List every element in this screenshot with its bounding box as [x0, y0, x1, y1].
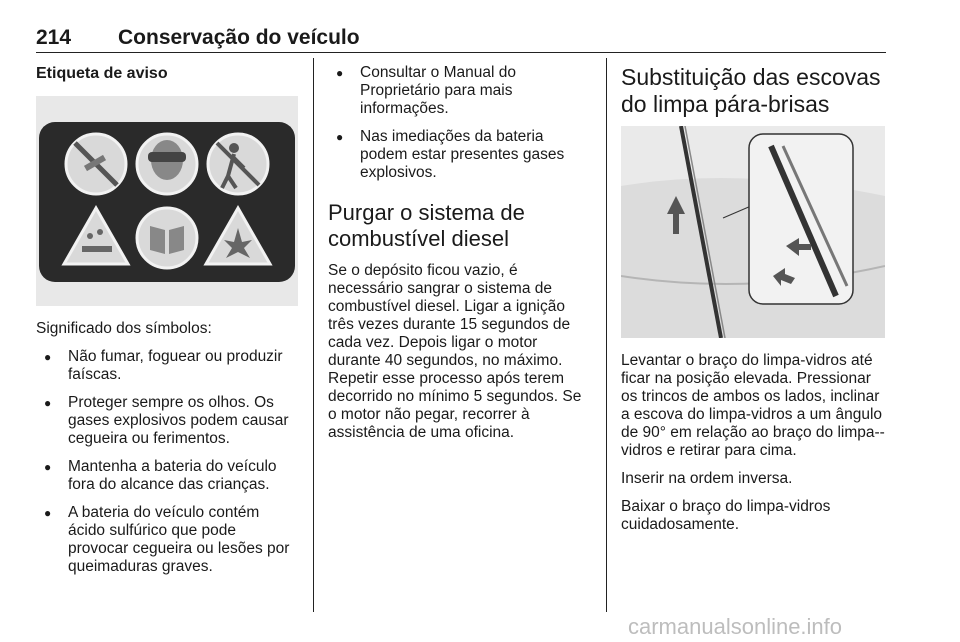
symbols-list	[36, 348, 298, 576]
keep-children-away-icon	[208, 134, 268, 194]
diesel-paragraph: Se o depósito ficou vazio, é necessário sangrar o sistema de combustível diesel. Ligar a ignição três vezes durante 15 segundos de cada vez. Depois ligar o motor durante 40 segundos, no máximo. Repetir esse processo após terem decorrido no mínimo 5 segundos. Se o motor não pegar, recorrer à assistência de uma oficina.	[328, 262, 582, 441]
column-divider-right	[606, 58, 607, 612]
read-manual-icon	[137, 208, 197, 268]
page-number: 214	[36, 26, 72, 49]
section-heading-diesel: Purgar o sistema de combustível diesel	[328, 200, 525, 251]
column-warning-label	[36, 64, 298, 586]
eye-protection-icon	[137, 134, 197, 194]
column-divider-left	[313, 58, 314, 612]
list-item: ● Consultar o Manual do Proprietário para mais informações.	[328, 64, 592, 118]
page-title: Conservação do veículo	[118, 26, 360, 49]
wiper-replacement-illustration	[621, 126, 885, 338]
symbols-intro: Significado dos símbolos:	[36, 320, 212, 337]
symbols-list-continued	[328, 64, 592, 182]
section-heading-wiper: Substituição das escovas do limpa pára-brisas	[621, 64, 881, 117]
column-diesel	[328, 64, 592, 452]
list-item: ● Nas imediações da bateria podem estar presentes gases explosivos.	[328, 128, 592, 182]
page-header	[36, 26, 886, 53]
list-item: ● A bateria do veículo contém ácido sulfúrico que pode provocar cegueira ou lesões por queimaduras graves.	[36, 504, 298, 576]
list-item: ● Mantenha a bateria do veículo fora do alcance das crianças.	[36, 458, 298, 494]
wiper-paragraph-2: Inserir na ordem inversa.	[621, 470, 793, 487]
wiper-paragraph-1: Levantar o braço do limpa-vidros até ficar na posição elevada. Pressionar os trincos de ambos os lados, inclinar a escova do limpa-vidros a um ângulo de 90° em relação ao braço do limpa--vidros e retirar para cima.	[621, 352, 885, 459]
warning-label-figure	[36, 96, 298, 306]
list-item: ● Proteger sempre os olhos. Os gases explosivos podem causar cegueira ou ferimentos.	[36, 394, 298, 448]
column-wiper	[621, 64, 887, 544]
wiper-paragraph-3: Baixar o braço do limpa-vidros cuidadosamente.	[621, 498, 831, 533]
wiper-blade-figure	[621, 126, 885, 338]
watermark: carmanualsonline.info	[628, 614, 843, 639]
section-heading-warning: Etiqueta de aviso	[36, 65, 168, 82]
warning-symbols-illustration	[36, 96, 298, 306]
list-item: ● Não fumar, foguear ou produzir faíscas.	[36, 348, 298, 384]
no-smoking-icon	[66, 134, 126, 194]
